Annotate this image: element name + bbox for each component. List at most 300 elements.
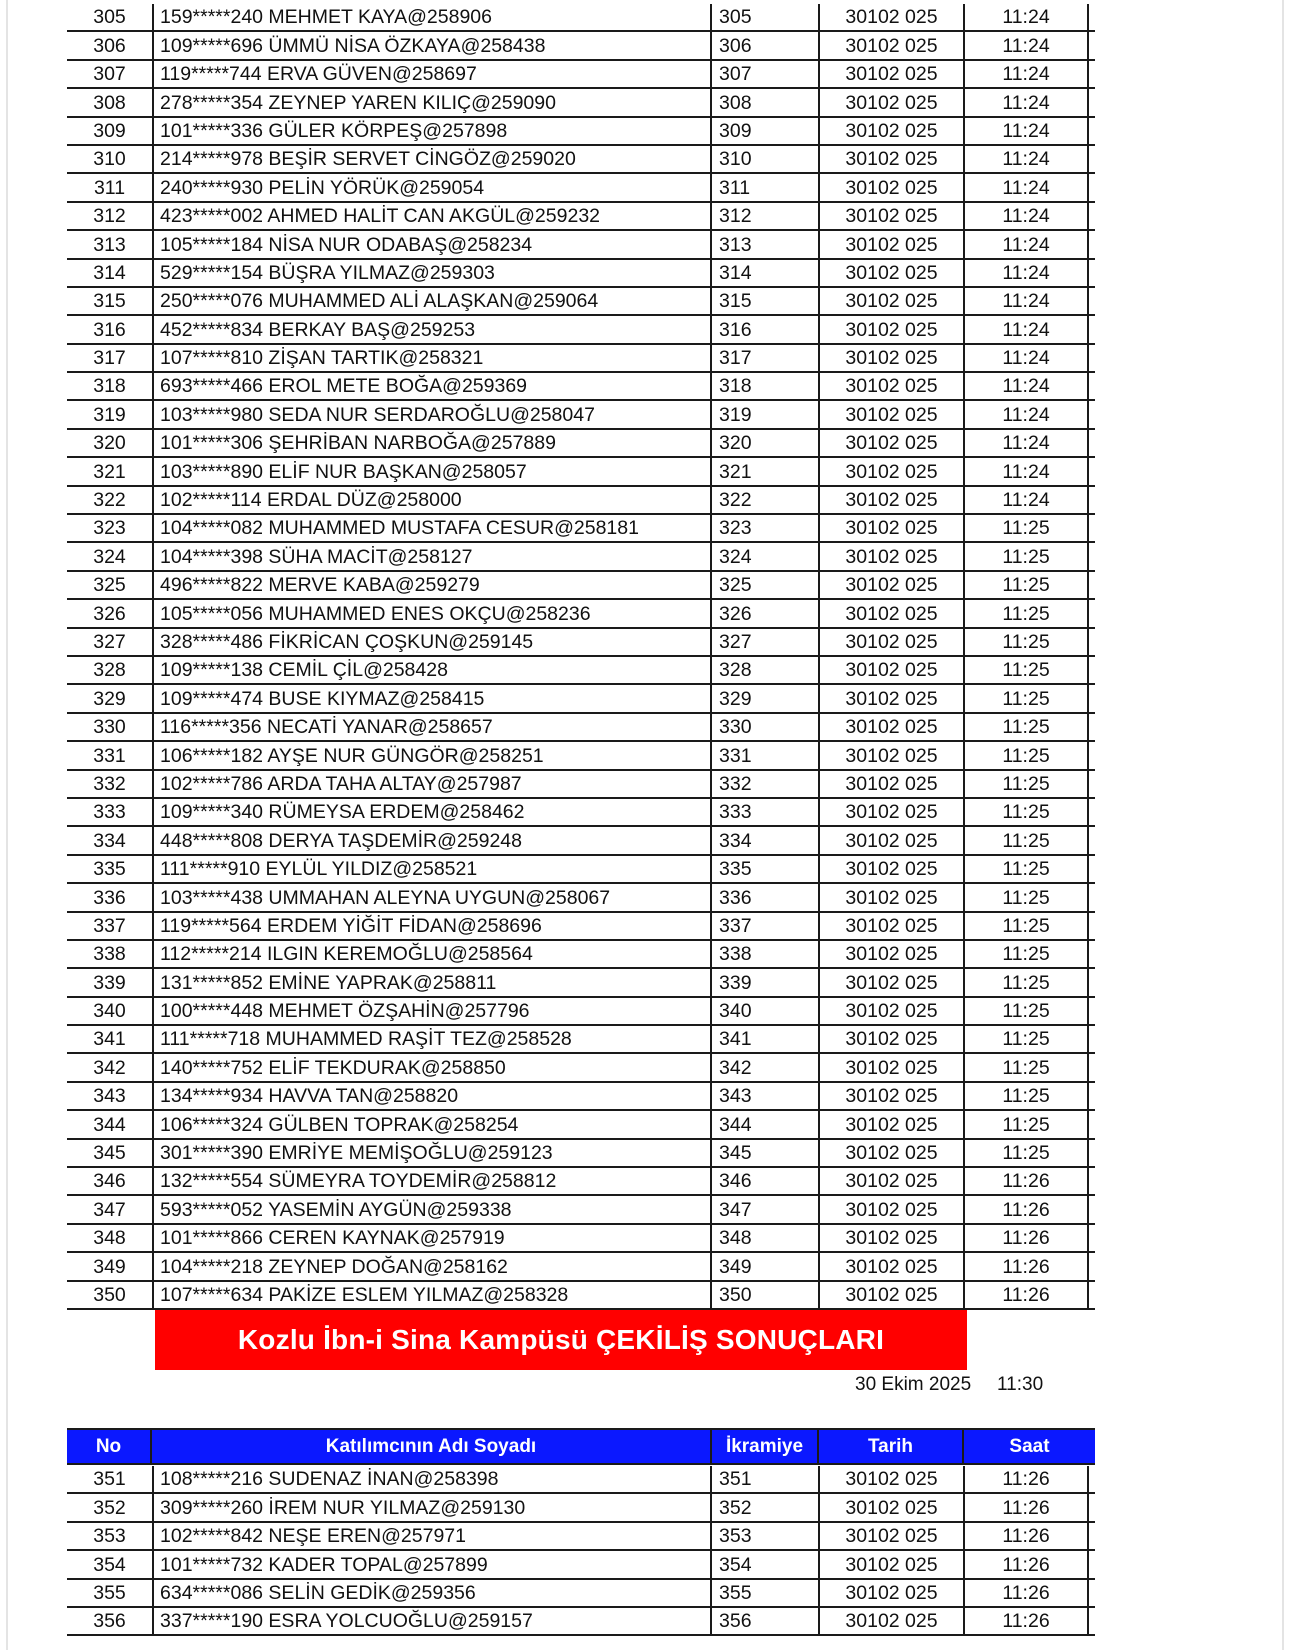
table-row: [67, 4, 1095, 32]
row-no: 330: [93, 716, 126, 739]
row-name: 159*****240 MEHMET KAYA@258906: [152, 4, 710, 30]
row-prize: 353: [710, 1523, 812, 1549]
row-no: 337: [93, 914, 126, 937]
row-no: 323: [93, 517, 126, 540]
row-time: 11:24: [963, 260, 1089, 286]
row-prize: 305: [710, 4, 812, 30]
row-prize: 336: [710, 884, 812, 910]
table-row: [67, 345, 1095, 373]
row-no: 313: [93, 233, 126, 256]
row-time: 11:26: [963, 1282, 1089, 1308]
row-date: 30102 025: [818, 118, 963, 144]
row-no: 307: [93, 63, 126, 86]
row-date: 30102 025: [818, 1608, 963, 1634]
row-prize: 319: [710, 401, 812, 427]
row-date: 30102 025: [818, 856, 963, 882]
row-no: 305: [93, 6, 126, 29]
row-name: 104*****082 MUHAMMED MUSTAFA CESUR@258181: [152, 515, 710, 541]
table-row: [67, 316, 1095, 344]
row-date: 30102 025: [818, 742, 963, 768]
row-name: 106*****182 AYŞE NUR GÜNGÖR@258251: [152, 742, 710, 768]
row-prize: 345: [710, 1140, 812, 1166]
row-time: 11:24: [963, 89, 1089, 115]
row-name: 101*****336 GÜLER KÖRPEŞ@257898: [152, 118, 710, 144]
table-row: [67, 118, 1095, 146]
row-time: 11:25: [963, 1111, 1089, 1137]
row-no: 310: [93, 148, 126, 171]
row-time: 11:26: [963, 1168, 1089, 1194]
row-name: 328*****486 FİKRİCAN ÇOŞKUN@259145: [152, 629, 710, 655]
row-no: 350: [93, 1283, 126, 1306]
row-time: 11:25: [963, 998, 1089, 1024]
row-date: 30102 025: [818, 1494, 963, 1520]
table-row: [67, 32, 1095, 60]
row-no: 340: [93, 1000, 126, 1023]
row-name: 131*****852 EMİNE YAPRAK@258811: [152, 969, 710, 995]
row-no: 312: [93, 205, 126, 228]
row-time: 11:24: [963, 174, 1089, 200]
row-no: 317: [93, 347, 126, 370]
row-no: 338: [93, 943, 126, 966]
row-name: 106*****324 GÜLBEN TOPRAK@258254: [152, 1111, 710, 1137]
row-no: 311: [93, 176, 126, 199]
row-time: 11:25: [963, 1140, 1089, 1166]
row-date: 30102 025: [818, 146, 963, 172]
table-row: [67, 288, 1095, 316]
row-name: 301*****390 EMRİYE MEMİŞOĞLU@259123: [152, 1140, 710, 1166]
page-edge-left: [6, 0, 8, 1650]
row-prize: 354: [710, 1551, 812, 1577]
row-time: 11:25: [963, 515, 1089, 541]
row-time: 11:24: [963, 32, 1089, 58]
row-time: 11:24: [963, 345, 1089, 371]
row-date: 30102 025: [818, 203, 963, 229]
row-date: 30102 025: [818, 799, 963, 825]
row-prize: 328: [710, 657, 812, 683]
table-row: [67, 856, 1095, 884]
row-prize: 346: [710, 1168, 812, 1194]
header-time: Saat: [1009, 1435, 1050, 1457]
page-edge-right: [1282, 0, 1284, 1650]
row-name: 112*****214 ILGIN KEREMOĞLU@258564: [152, 941, 710, 967]
row-name: 278*****354 ZEYNEP YAREN KILIÇ@259090: [152, 89, 710, 115]
table-row: [67, 742, 1095, 770]
row-time: 11:24: [963, 203, 1089, 229]
row-no: 322: [93, 489, 126, 512]
row-date: 30102 025: [818, 572, 963, 598]
row-name: 111*****910 EYLÜL YILDIZ@258521: [152, 856, 710, 882]
row-name: 529*****154 BÜŞRA YILMAZ@259303: [152, 260, 710, 286]
row-prize: 307: [710, 61, 812, 87]
row-prize: 350: [710, 1282, 812, 1308]
row-time: 11:26: [963, 1580, 1089, 1606]
row-time: 11:26: [963, 1196, 1089, 1222]
row-date: 30102 025: [818, 1026, 963, 1052]
row-prize: 312: [710, 203, 812, 229]
row-no: 347: [93, 1198, 126, 1221]
results-banner: [155, 1310, 967, 1370]
row-time: 11:25: [963, 1083, 1089, 1109]
row-name: 132*****554 SÜMEYRA TOYDEMİR@258812: [152, 1168, 710, 1194]
row-name: 109*****340 RÜMEYSA ERDEM@258462: [152, 799, 710, 825]
row-name: 109*****474 BUSE KIYMAZ@258415: [152, 685, 710, 711]
table-row: [67, 174, 1095, 202]
row-date: 30102 025: [818, 543, 963, 569]
row-prize: 314: [710, 260, 812, 286]
row-no: 351: [93, 1468, 126, 1491]
row-time: 11:26: [963, 1494, 1089, 1520]
row-date: 30102 025: [818, 32, 963, 58]
row-no: 344: [93, 1113, 126, 1136]
table-row: [67, 1111, 1095, 1139]
row-time: 11:24: [963, 430, 1089, 456]
row-time: 11:25: [963, 771, 1089, 797]
row-no: 332: [93, 772, 126, 795]
results-date: 30 Ekim 2025: [855, 1374, 972, 1395]
row-date: 30102 025: [818, 771, 963, 797]
row-name: 102*****842 NEŞE EREN@257971: [152, 1523, 710, 1549]
table-row: [67, 913, 1095, 941]
row-no: 335: [93, 858, 126, 881]
row-time: 11:25: [963, 799, 1089, 825]
row-name: 109*****696 ÜMMÜ NİSA ÖZKAYA@258438: [152, 32, 710, 58]
row-time: 11:24: [963, 373, 1089, 399]
row-time: 11:25: [963, 600, 1089, 626]
row-no: 306: [93, 34, 126, 57]
row-date: 30102 025: [818, 629, 963, 655]
table-row: [67, 89, 1095, 117]
table-row: [67, 401, 1095, 429]
row-date: 30102 025: [818, 969, 963, 995]
row-time: 11:24: [963, 487, 1089, 513]
row-date: 30102 025: [818, 941, 963, 967]
banner-title: Kozlu İbn-i Sina Kampüsü ÇEKİLİŞ SONUÇLARI: [237, 1324, 885, 1355]
row-date: 30102 025: [818, 316, 963, 342]
row-no: 339: [93, 971, 126, 994]
row-name: 140*****752 ELİF TEKDURAK@258850: [152, 1054, 710, 1080]
table-row: [67, 543, 1095, 571]
row-prize: 355: [710, 1580, 812, 1606]
row-name: 119*****564 ERDEM YİĞİT FİDAN@258696: [152, 913, 710, 939]
row-time: 11:25: [963, 714, 1089, 740]
row-time: 11:26: [963, 1466, 1089, 1492]
row-date: 30102 025: [818, 827, 963, 853]
row-date: 30102 025: [818, 685, 963, 711]
table-row: [67, 1580, 1095, 1608]
row-time: 11:25: [963, 827, 1089, 853]
row-no: 318: [93, 375, 126, 398]
row-time: 11:25: [963, 1054, 1089, 1080]
row-date: 30102 025: [818, 1225, 963, 1251]
table-row: [67, 515, 1095, 543]
row-prize: 338: [710, 941, 812, 967]
table-row: [67, 1466, 1095, 1494]
row-prize: 318: [710, 373, 812, 399]
row-prize: 342: [710, 1054, 812, 1080]
row-name: 693*****466 EROL METE BOĞA@259369: [152, 373, 710, 399]
row-no: 348: [93, 1227, 126, 1250]
table-row: [67, 771, 1095, 799]
row-no: 324: [93, 545, 126, 568]
row-prize: 332: [710, 771, 812, 797]
row-time: 11:26: [963, 1608, 1089, 1634]
row-no: 346: [93, 1170, 126, 1193]
table-row: [67, 600, 1095, 628]
row-name: 111*****718 MUHAMMED RAŞİT TEZ@258528: [152, 1026, 710, 1052]
row-no: 355: [93, 1581, 126, 1604]
table-row: [67, 799, 1095, 827]
row-date: 30102 025: [818, 1111, 963, 1137]
table-row: [67, 487, 1095, 515]
row-name: 214*****978 BEŞİR SERVET CİNGÖZ@259020: [152, 146, 710, 172]
table-row: [67, 714, 1095, 742]
row-date: 30102 025: [818, 430, 963, 456]
row-date: 30102 025: [818, 515, 963, 541]
row-no: 352: [93, 1496, 126, 1519]
row-name: 107*****634 PAKİZE ESLEM YILMAZ@258328: [152, 1282, 710, 1308]
table-row: [67, 1551, 1095, 1579]
row-time: 11:25: [963, 969, 1089, 995]
row-time: 11:24: [963, 146, 1089, 172]
row-no: 334: [93, 829, 126, 852]
row-name: 250*****076 MUHAMMED ALİ ALAŞKAN@259064: [152, 288, 710, 314]
row-name: 104*****218 ZEYNEP DOĞAN@258162: [152, 1253, 710, 1279]
table-row: [67, 1608, 1095, 1636]
row-date: 30102 025: [818, 1551, 963, 1577]
table-row: [67, 1054, 1095, 1082]
row-date: 30102 025: [818, 657, 963, 683]
row-name: 109*****138 CEMİL ÇİL@258428: [152, 657, 710, 683]
row-prize: 333: [710, 799, 812, 825]
row-name: 116*****356 NECATİ YANAR@258657: [152, 714, 710, 740]
header-name: Katılımcının Adı Soyadı: [152, 1430, 712, 1463]
row-no: 329: [93, 687, 126, 710]
results-table-bottom: [67, 1466, 1095, 1636]
row-name: 452*****834 BERKAY BAŞ@259253: [152, 316, 710, 342]
table-header: [67, 1428, 1095, 1465]
row-name: 102*****786 ARDA TAHA ALTAY@257987: [152, 771, 710, 797]
results-table-top: [67, 4, 1095, 1310]
row-date: 30102 025: [818, 401, 963, 427]
row-date: 30102 025: [818, 1140, 963, 1166]
header-date: Tarih: [819, 1430, 964, 1463]
row-prize: 341: [710, 1026, 812, 1052]
row-name: 309*****260 İREM NUR YILMAZ@259130: [152, 1494, 710, 1520]
table-row: [67, 458, 1095, 486]
row-time: 11:26: [963, 1253, 1089, 1279]
row-prize: 335: [710, 856, 812, 882]
row-name: 423*****002 AHMED HALİT CAN AKGÜL@259232: [152, 203, 710, 229]
row-prize: 347: [710, 1196, 812, 1222]
row-date: 30102 025: [818, 913, 963, 939]
row-name: 337*****190 ESRA YOLCUOĞLU@259157: [152, 1608, 710, 1634]
row-no: 321: [93, 460, 126, 483]
row-no: 314: [93, 261, 126, 284]
row-time: 11:25: [963, 913, 1089, 939]
row-prize: 349: [710, 1253, 812, 1279]
row-time: 11:25: [963, 1026, 1089, 1052]
row-time: 11:24: [963, 316, 1089, 342]
row-time: 11:25: [963, 572, 1089, 598]
row-date: 30102 025: [818, 373, 963, 399]
row-date: 30102 025: [818, 61, 963, 87]
table-row: [67, 998, 1095, 1026]
row-name: 634*****086 SELİN GEDİK@259356: [152, 1580, 710, 1606]
row-time: 11:25: [963, 685, 1089, 711]
table-row: [67, 1140, 1095, 1168]
row-time: 11:26: [963, 1225, 1089, 1251]
row-prize: 306: [710, 32, 812, 58]
table-row: [67, 572, 1095, 600]
row-prize: 334: [710, 827, 812, 853]
table-row: [67, 1196, 1095, 1224]
row-no: 356: [93, 1610, 126, 1633]
table-row: [67, 1168, 1095, 1196]
row-name: 240*****930 PELİN YÖRÜK@259054: [152, 174, 710, 200]
row-no: 349: [93, 1255, 126, 1278]
row-prize: 324: [710, 543, 812, 569]
row-no: 319: [93, 403, 126, 426]
row-prize: 322: [710, 487, 812, 513]
table-row: [67, 1026, 1095, 1054]
row-no: 345: [93, 1142, 126, 1165]
row-prize: 337: [710, 913, 812, 939]
row-date: 30102 025: [818, 260, 963, 286]
row-time: 11:25: [963, 742, 1089, 768]
row-no: 353: [93, 1525, 126, 1548]
row-date: 30102 025: [818, 1054, 963, 1080]
row-name: 101*****732 KADER TOPAL@257899: [152, 1551, 710, 1577]
row-date: 30102 025: [818, 231, 963, 257]
row-time: 11:24: [963, 458, 1089, 484]
row-prize: 315: [710, 288, 812, 314]
row-time: 11:25: [963, 884, 1089, 910]
row-name: 119*****744 ERVA GÜVEN@258697: [152, 61, 710, 87]
row-name: 103*****890 ELİF NUR BAŞKAN@258057: [152, 458, 710, 484]
row-date: 30102 025: [818, 1083, 963, 1109]
row-no: 320: [93, 432, 126, 455]
row-prize: 316: [710, 316, 812, 342]
header-no: No: [67, 1430, 152, 1463]
row-time: 11:26: [963, 1523, 1089, 1549]
row-name: 105*****184 NİSA NUR ODABAŞ@258234: [152, 231, 710, 257]
header-prize: İkramiye: [712, 1430, 819, 1463]
row-prize: 320: [710, 430, 812, 456]
row-name: 134*****934 HAVVA TAN@258820: [152, 1083, 710, 1109]
row-date: 30102 025: [818, 174, 963, 200]
table-row: [67, 657, 1095, 685]
row-no: 316: [93, 318, 126, 341]
row-prize: 308: [710, 89, 812, 115]
row-name: 103*****438 UMMAHAN ALEYNA UYGUN@258067: [152, 884, 710, 910]
row-date: 30102 025: [818, 1253, 963, 1279]
row-prize: 331: [710, 742, 812, 768]
row-date: 30102 025: [818, 1196, 963, 1222]
row-date: 30102 025: [818, 345, 963, 371]
table-row: [67, 1083, 1095, 1111]
row-no: 336: [93, 886, 126, 909]
row-prize: 321: [710, 458, 812, 484]
table-row: [67, 1282, 1095, 1310]
row-prize: 351: [710, 1466, 812, 1492]
row-no: 308: [93, 91, 126, 114]
row-name: 100*****448 MEHMET ÖZŞAHİN@257796: [152, 998, 710, 1024]
row-prize: 344: [710, 1111, 812, 1137]
row-date: 30102 025: [818, 998, 963, 1024]
row-prize: 311: [710, 174, 812, 200]
row-time: 11:25: [963, 629, 1089, 655]
row-prize: 348: [710, 1225, 812, 1251]
results-time: 11:30: [997, 1374, 1044, 1395]
table-row: [67, 1225, 1095, 1253]
table-row: [67, 146, 1095, 174]
table-row: [67, 827, 1095, 855]
row-date: 30102 025: [818, 600, 963, 626]
row-no: 331: [93, 744, 126, 767]
row-time: 11:24: [963, 4, 1089, 30]
row-prize: 352: [710, 1494, 812, 1520]
row-no: 354: [93, 1553, 126, 1576]
row-prize: 343: [710, 1083, 812, 1109]
row-prize: 323: [710, 515, 812, 541]
row-prize: 313: [710, 231, 812, 257]
table-row: [67, 1494, 1095, 1522]
row-name: 108*****216 SUDENAZ İNAN@258398: [152, 1466, 710, 1492]
table-row: [67, 969, 1095, 997]
row-prize: 309: [710, 118, 812, 144]
row-name: 101*****306 ŞEHRİBAN NARBOĞA@257889: [152, 430, 710, 456]
row-no: 333: [93, 801, 126, 824]
row-name: 105*****056 MUHAMMED ENES OKÇU@258236: [152, 600, 710, 626]
table-row: [67, 430, 1095, 458]
row-name: 101*****866 CEREN KAYNAK@257919: [152, 1225, 710, 1251]
row-date: 30102 025: [818, 1580, 963, 1606]
row-name: 102*****114 ERDAL DÜZ@258000: [152, 487, 710, 513]
row-time: 11:25: [963, 657, 1089, 683]
row-no: 328: [93, 659, 126, 682]
row-prize: 310: [710, 146, 812, 172]
table-row: [67, 1253, 1095, 1281]
row-no: 309: [93, 119, 126, 142]
row-prize: 340: [710, 998, 812, 1024]
row-date: 30102 025: [818, 487, 963, 513]
row-time: 11:25: [963, 543, 1089, 569]
table-row: [67, 260, 1095, 288]
table-row: [67, 685, 1095, 713]
row-prize: 339: [710, 969, 812, 995]
row-date: 30102 025: [818, 288, 963, 314]
row-date: 30102 025: [818, 1168, 963, 1194]
row-time: 11:26: [963, 1551, 1089, 1577]
row-prize: 356: [710, 1608, 812, 1634]
row-prize: 326: [710, 600, 812, 626]
row-no: 325: [93, 574, 126, 597]
row-no: 327: [93, 630, 126, 653]
row-no: 326: [93, 602, 126, 625]
row-no: 343: [93, 1085, 126, 1108]
row-time: 11:24: [963, 231, 1089, 257]
row-prize: 325: [710, 572, 812, 598]
row-name: 448*****808 DERYA TAŞDEMİR@259248: [152, 827, 710, 853]
row-date: 30102 025: [818, 714, 963, 740]
row-prize: 330: [710, 714, 812, 740]
table-row: [67, 373, 1095, 401]
table-row: [67, 1523, 1095, 1551]
row-name: 103*****980 SEDA NUR SERDAROĞLU@258047: [152, 401, 710, 427]
row-name: 104*****398 SÜHA MACİT@258127: [152, 543, 710, 569]
row-date: 30102 025: [818, 1523, 963, 1549]
row-time: 11:24: [963, 288, 1089, 314]
